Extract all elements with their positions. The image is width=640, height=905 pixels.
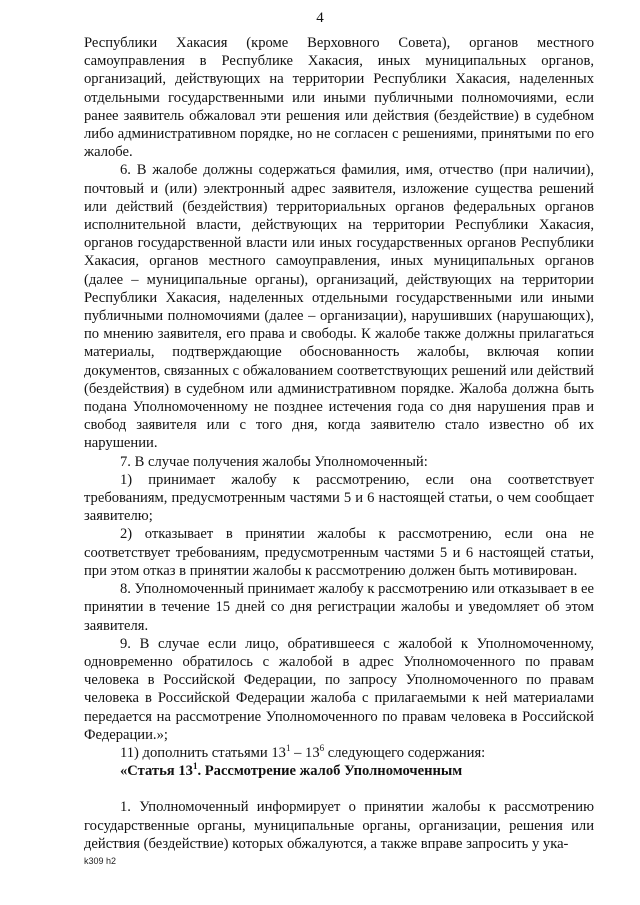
amendment-line (84, 744, 594, 762)
amendment-text-start: 11) дополнить статьями 13 (120, 744, 286, 761)
paragraph-continuation: Республики Хакасия (кроме Верховного Совета), органов местного самоуправления в Республике Хакасия, иных муниципальных органов, организаций, действующих на территории Республики Хакасия, наделенных отдельными государственными или иными публичными полномочиями, если ранее заявитель обжаловал эти решения или действия (бездействие) в судебном либо административном порядке, но не согласен с решениями, принятыми по его жалобе. (84, 35, 594, 161)
paragraph-9: 9. В случае если лицо, обратившееся с жалобой к Уполномоченному, одновременно обратилось с жалобой в адрес Уполномоченного по правам человека в Российской Федерации, по запросу Уполномоченного по правам человека в Российской Федерации жалоба с прилагаемыми к ней материалами передается на рассмотрение Уполномоченного по правам человека в Российской Федерации.»; (84, 635, 594, 743)
amendment-superscript-1: 1 (285, 743, 291, 754)
page-number: 4 (316, 10, 324, 26)
paragraph-7-item-1: 1) принимает жалобу к рассмотрению, если она соответствует требованиям, предусмотренным частями 5 и 6 настоящей статьи, о чем сообщает заявителю; (84, 471, 594, 525)
amendment-superscript-6: 6 (319, 743, 325, 754)
article-heading-start: «Статья 13 (120, 763, 193, 780)
paragraph-7-item-2: 2) отказывает в принятии жалобы к рассмотрению, если она не соответствует требованиям, предусмотренным частями 5 и 6 настоящей статьи, при этом отказ в принятии жалобы к рассмотрению должен быть мотивирован. (84, 526, 594, 579)
article-paragraph-1: 1. Уполномоченный информирует о принятии жалобы к рассмотрению государственные органы, муниципальные органы, организации, решения или действия (бездействие) которых обжалуются, а также вправе запросить у ука- (84, 799, 594, 852)
amendment-text-dash: – 13 (290, 744, 320, 761)
article-heading-end: . Рассмотрение жалоб Уполномоченным (197, 763, 463, 780)
footer-code: k309 h2 (84, 856, 117, 866)
paragraph-7: 7. В случае получения жалобы Уполномоченный: (120, 453, 428, 470)
amendment-text-end: следующего содержания: (324, 744, 486, 761)
article-heading-superscript: 1 (192, 761, 198, 772)
paragraph-8: 8. Уполномоченный принимает жалобу к рассмотрению или отказывает в ее принятии в течение 15 дней со дня регистрации жалобы и уведомляет об этом заявителя. (84, 581, 594, 634)
article-heading (84, 762, 594, 780)
paragraph-6: 6. В жалобе должны содержаться фамилия, имя, отчество (при наличии), почтовый и (или) электронный адрес заявителя, изложение существа решений или действий (бездействия) территориальных органов федеральных органов исполнительной власти, действующих на территории Республики Хакасия, органов государственной власти или иных государственных органов Республики Хакасия, органов местного самоуправления, иных муниципальных органов (далее – муниципальные органы), организаций, действующих на территории Республики Хакасия, наделенных отдельными государственными или иными публичными полномочиями (далее – организации), нарушивших (нарушающих), по мнению заявителя, его права и свободы. К жалобе также должны прилагаться материалы, подтверждающие обоснованность жалобы, включая копии документов, связанных с обжалованием соответствующих решений или действий (бездействия) в судебном или административном порядке. Жалоба должна быть подана Уполномоченному не позднее истечения года со дня нарушения прав и свобод заявителя или с того дня, когда заявителю стало известно об их нарушении. (84, 162, 594, 452)
spacer (84, 780, 594, 798)
document-body (84, 34, 594, 853)
